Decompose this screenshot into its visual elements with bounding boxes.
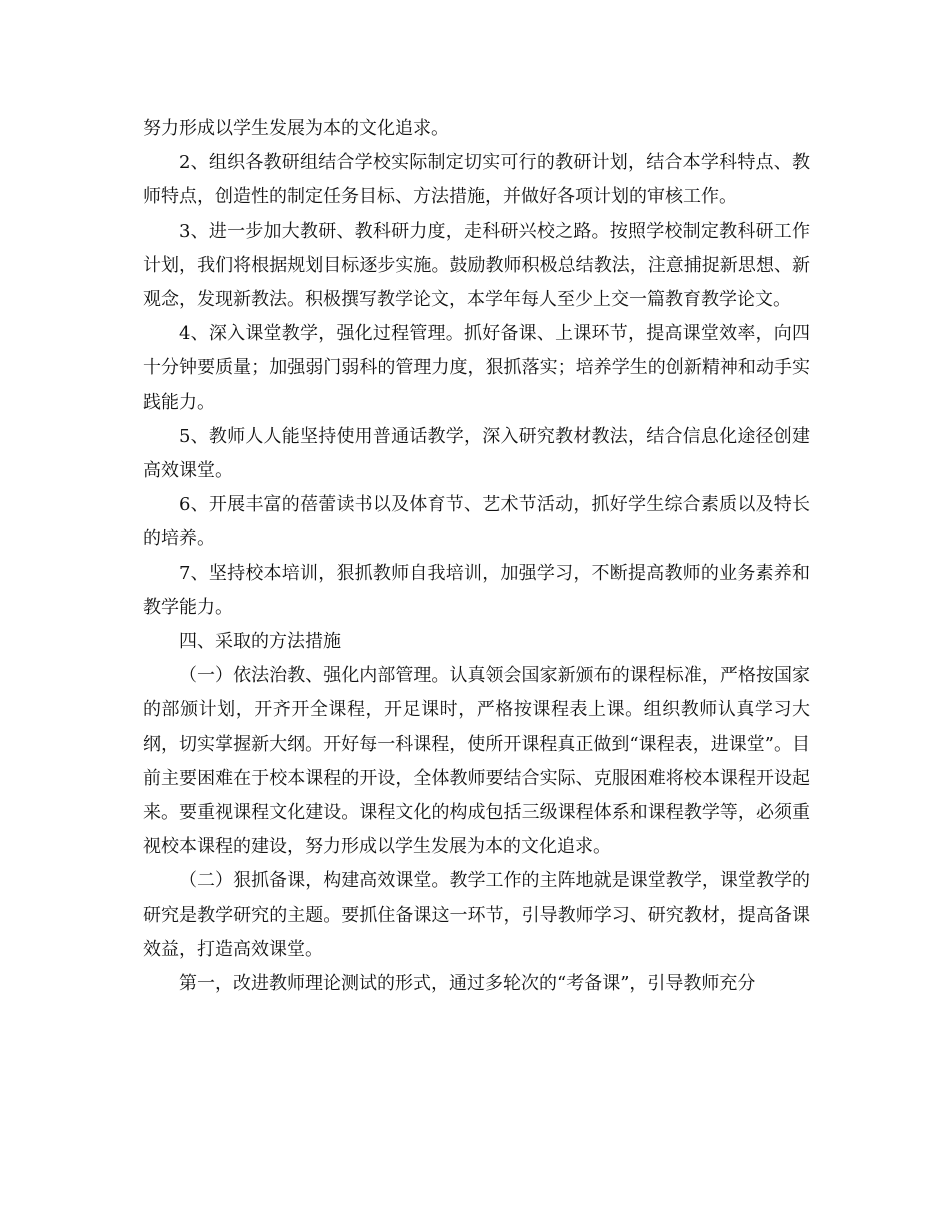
paragraph-item-3: 3、进一步加大教研、教科研力度，走科研兴校之路。按照学校制定教科研工作计划，我们将根据规划目标逐步实施。鼓励教师积极总结教法，注意捕捉新思想、新观念，发现新教法。积极撰写教学论文，本学年每人至少上交一篇教育教学论文。 (143, 220, 810, 311)
paragraph-item-2: 2、组织各教研组结合学校实际制定切实可行的教研计划，结合本学科特点、教师特点，创造性的制定任务目标、方法措施，并做好各项计划的审核工作。 (143, 152, 810, 208)
section-heading: 四、采取的方法措施 (179, 631, 341, 653)
paragraph-item-6: 6、开展丰富的蓓蕾读书以及体育节、艺术节活动，抓好学生综合素质以及特长的培养。 (143, 494, 810, 550)
paragraph-first-point: 第一，改进教师理论测试的形式，通过多轮次的“考备课”，引导教师充分 (179, 973, 756, 995)
paragraph-measure-1: （一）依法治教、强化内部管理。认真领会国家新颁布的课程标准，严格按国家的部颁计划，开齐开全课程，开足课时，严格按课程表上课。组织教师认真学习大纲，切实掌握新大纲。开好每一科课程，使所开课程真正做到“课程表，进课堂”。目前主要困难在于校本课程的开设，全体教师要结合实际、克服困难将校本课程开设起来。要重视课程文化建设。课程文化的构成包括三级课程体系和课程教学等，必须重视校本课程的建设，努力形成以学生发展为本的文化追求。 (143, 665, 810, 858)
paragraph-measure-2: （二）狠抓备课，构建高效课堂。教学工作的主阵地就是课堂教学，课堂教学的研究是教学研究的主题。要抓住备课这一环节，引导教师学习、研究教材，提高备课效益，打造高效课堂。 (143, 870, 810, 960)
paragraph-item-4: 4、深入课堂教学，强化过程管理。抓好备课、上课环节，提高课堂效率，向四十分钟要质量；加强弱门弱科的管理力度，狠抓落实；培养学生的创新精神和动手实践能力。 (143, 323, 810, 413)
paragraph-continuation: 努力形成以学生发展为本的文化追求。 (143, 118, 449, 139)
paragraph-item-5: 5、教师人人能坚持使用普通话教学，深入研究教材教法，结合信息化途径创建高效课堂。 (143, 425, 810, 482)
document-page (143, 112, 810, 1001)
paragraph-item-7: 7、坚持校本培训，狠抓教师自我培训，加强学习，不断提高教师的业务素养和教学能力。 (143, 562, 810, 618)
